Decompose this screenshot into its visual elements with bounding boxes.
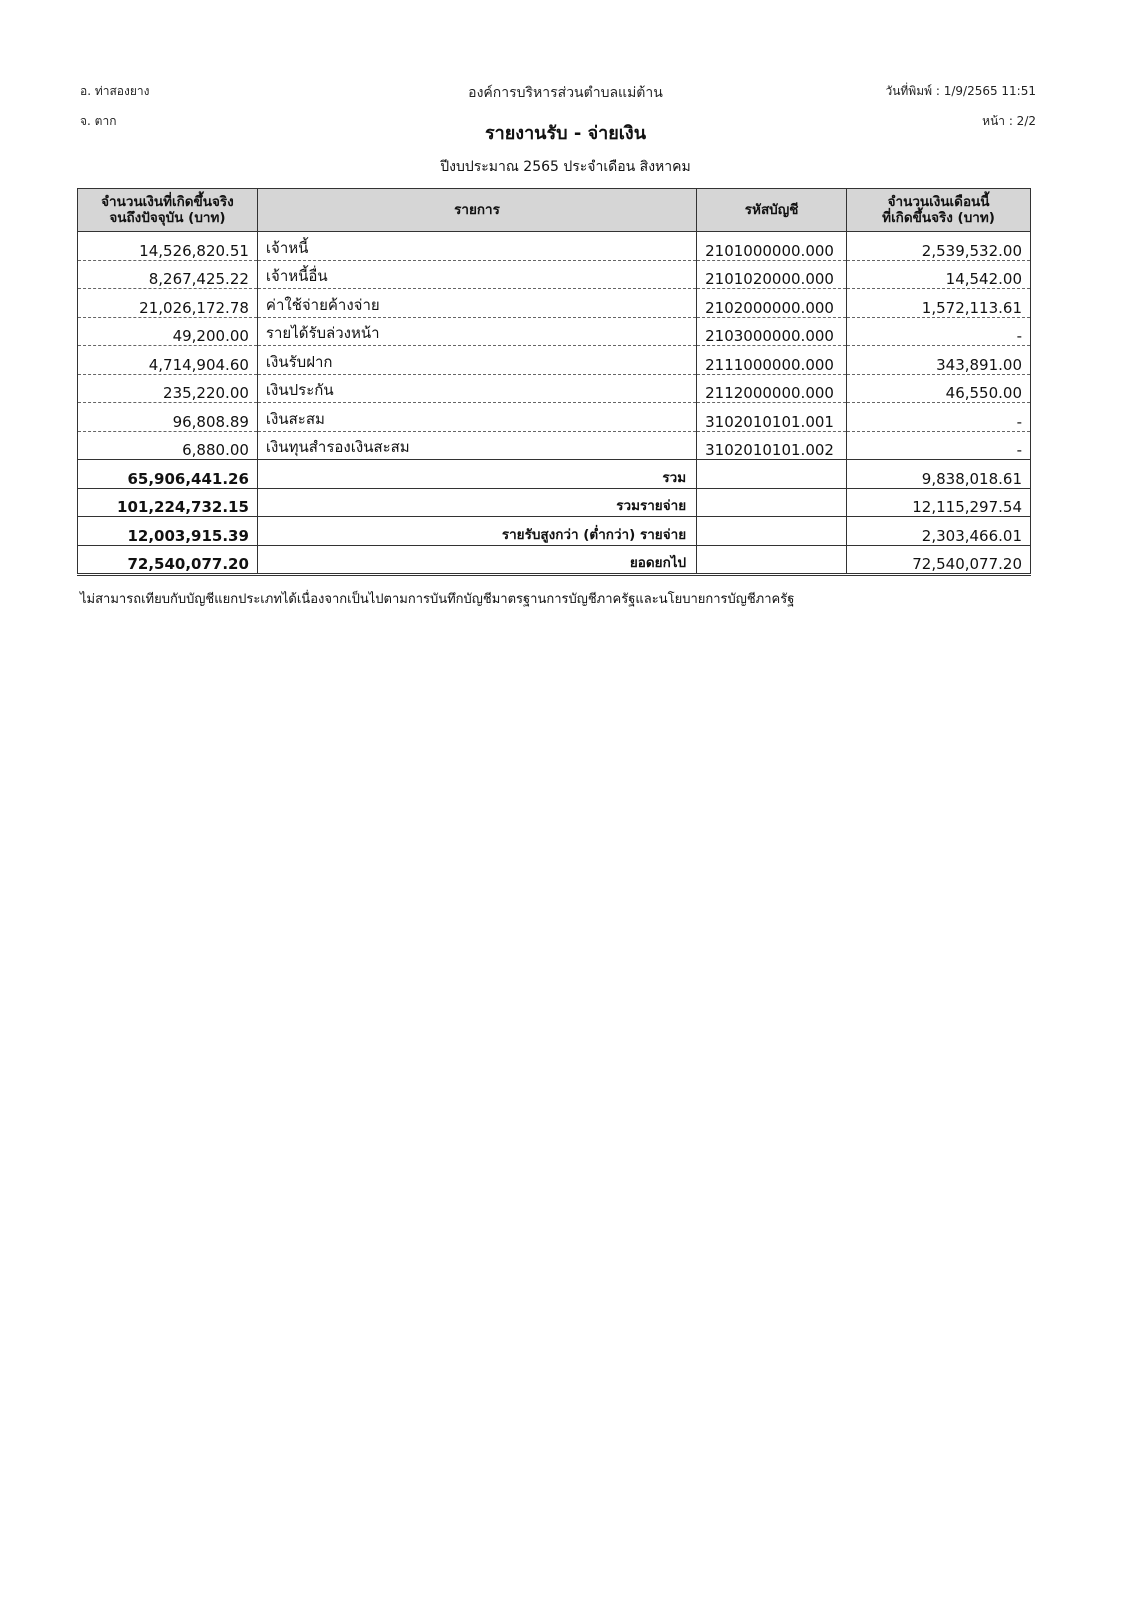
account-code: 2112000000.000 (697, 374, 847, 403)
receipt-payment-table (77, 188, 1031, 576)
report-subtitle: ปีงบประมาณ 2565 ประจำเดือน สิงหาคม (440, 159, 691, 175)
item-name: เจ้าหนี้ (257, 232, 696, 261)
surplus-ytd: 12,003,915.39 (78, 517, 258, 546)
account-code: 3102010101.001 (697, 403, 847, 432)
item-name: เงินทุนสำรองเงินสะสม (257, 431, 696, 460)
organization-name: องค์การบริหารส่วนตำบลแม่ต้าน (468, 85, 663, 101)
table-row (78, 431, 1031, 460)
month-amount: - (847, 431, 1031, 460)
carried-forward-label: ยอดยกไป (257, 545, 696, 575)
month-amount: 2,539,532.00 (847, 232, 1031, 261)
table-row (78, 317, 1031, 346)
empty-cell (697, 488, 847, 517)
header-ytd-line1: จำนวนเงินที่เกิดขึ้นจริง (101, 194, 234, 210)
district-label: อ. ท่าสองยาง (80, 84, 150, 98)
table-row (78, 260, 1031, 289)
footnote: ไม่สามารถเทียบกับบัญชีแยกประเภทได้เนื่องจากเป็นไปตามการบันทึกบัญชีมาตรฐานการบัญชีภาครัฐและนโยบายการบัญชีภาครัฐ (80, 592, 795, 607)
carried-forward-ytd: 72,540,077.20 (78, 545, 258, 575)
surplus-label: รายรับสูงกว่า (ต่ำกว่า) รายจ่าย (257, 517, 696, 546)
item-name: ค่าใช้จ่ายค้างจ่าย (257, 289, 696, 318)
month-amount: - (847, 403, 1031, 432)
table-row (78, 289, 1031, 318)
carried-forward-month: 72,540,077.20 (847, 545, 1031, 575)
surplus-month: 2,303,466.01 (847, 517, 1031, 546)
ytd-amount: 49,200.00 (78, 317, 258, 346)
total-month: 9,838,018.61 (847, 460, 1031, 489)
header-month-line1: จำนวนเงินเดือนนี้ (887, 194, 990, 210)
item-name: เงินสะสม (257, 403, 696, 432)
table-row (78, 403, 1031, 432)
total-row (78, 460, 1031, 489)
table-row (78, 374, 1031, 403)
account-code: 2102000000.000 (697, 289, 847, 318)
table-row (78, 232, 1031, 261)
table-row (78, 346, 1031, 375)
ytd-amount: 21,026,172.78 (78, 289, 258, 318)
province-label: จ. ตาก (80, 114, 117, 128)
page-number: หน้า : 2/2 (982, 114, 1036, 128)
account-code: 3102010101.002 (697, 431, 847, 460)
header-account-code: รหัสบัญชี (697, 189, 847, 232)
month-amount: 46,550.00 (847, 374, 1031, 403)
item-name: เงินประกัน (257, 374, 696, 403)
table-header-row (78, 189, 1031, 232)
print-date: วันที่พิมพ์ : 1/9/2565 11:51 (885, 84, 1036, 98)
total-ytd: 65,906,441.26 (78, 460, 258, 489)
ytd-amount: 4,714,904.60 (78, 346, 258, 375)
item-name: เงินรับฝาก (257, 346, 696, 375)
header-ytd-amount (78, 189, 258, 232)
total-expense-ytd: 101,224,732.15 (78, 488, 258, 517)
ytd-amount: 14,526,820.51 (78, 232, 258, 261)
account-code: 2111000000.000 (697, 346, 847, 375)
ytd-amount: 6,880.00 (78, 431, 258, 460)
total-expense-label: รวมรายจ่าย (257, 488, 696, 517)
ytd-amount: 96,808.89 (78, 403, 258, 432)
ytd-amount: 8,267,425.22 (78, 260, 258, 289)
surplus-row (78, 517, 1031, 546)
account-code: 2101000000.000 (697, 232, 847, 261)
header-month-amount (847, 189, 1031, 232)
header-item: รายการ (257, 189, 696, 232)
month-amount: 1,572,113.61 (847, 289, 1031, 318)
account-code: 2101020000.000 (697, 260, 847, 289)
total-label: รวม (257, 460, 696, 489)
item-name: เจ้าหนี้อื่น (257, 260, 696, 289)
account-code: 2103000000.000 (697, 317, 847, 346)
header-month-line2: ที่เกิดขึ้นจริง (บาท) (882, 210, 995, 226)
empty-cell (697, 545, 847, 575)
empty-cell (697, 460, 847, 489)
item-name: รายได้รับล่วงหน้า (257, 317, 696, 346)
month-amount: 14,542.00 (847, 260, 1031, 289)
total-expense-row (78, 488, 1031, 517)
report-title: รายงานรับ - จ่ายเงิน (484, 123, 647, 144)
month-amount: 343,891.00 (847, 346, 1031, 375)
carried-forward-row (78, 545, 1031, 575)
header-ytd-line2: จนถึงปัจจุบัน (บาท) (109, 210, 226, 226)
month-amount: - (847, 317, 1031, 346)
empty-cell (697, 517, 847, 546)
total-expense-month: 12,115,297.54 (847, 488, 1031, 517)
ytd-amount: 235,220.00 (78, 374, 258, 403)
